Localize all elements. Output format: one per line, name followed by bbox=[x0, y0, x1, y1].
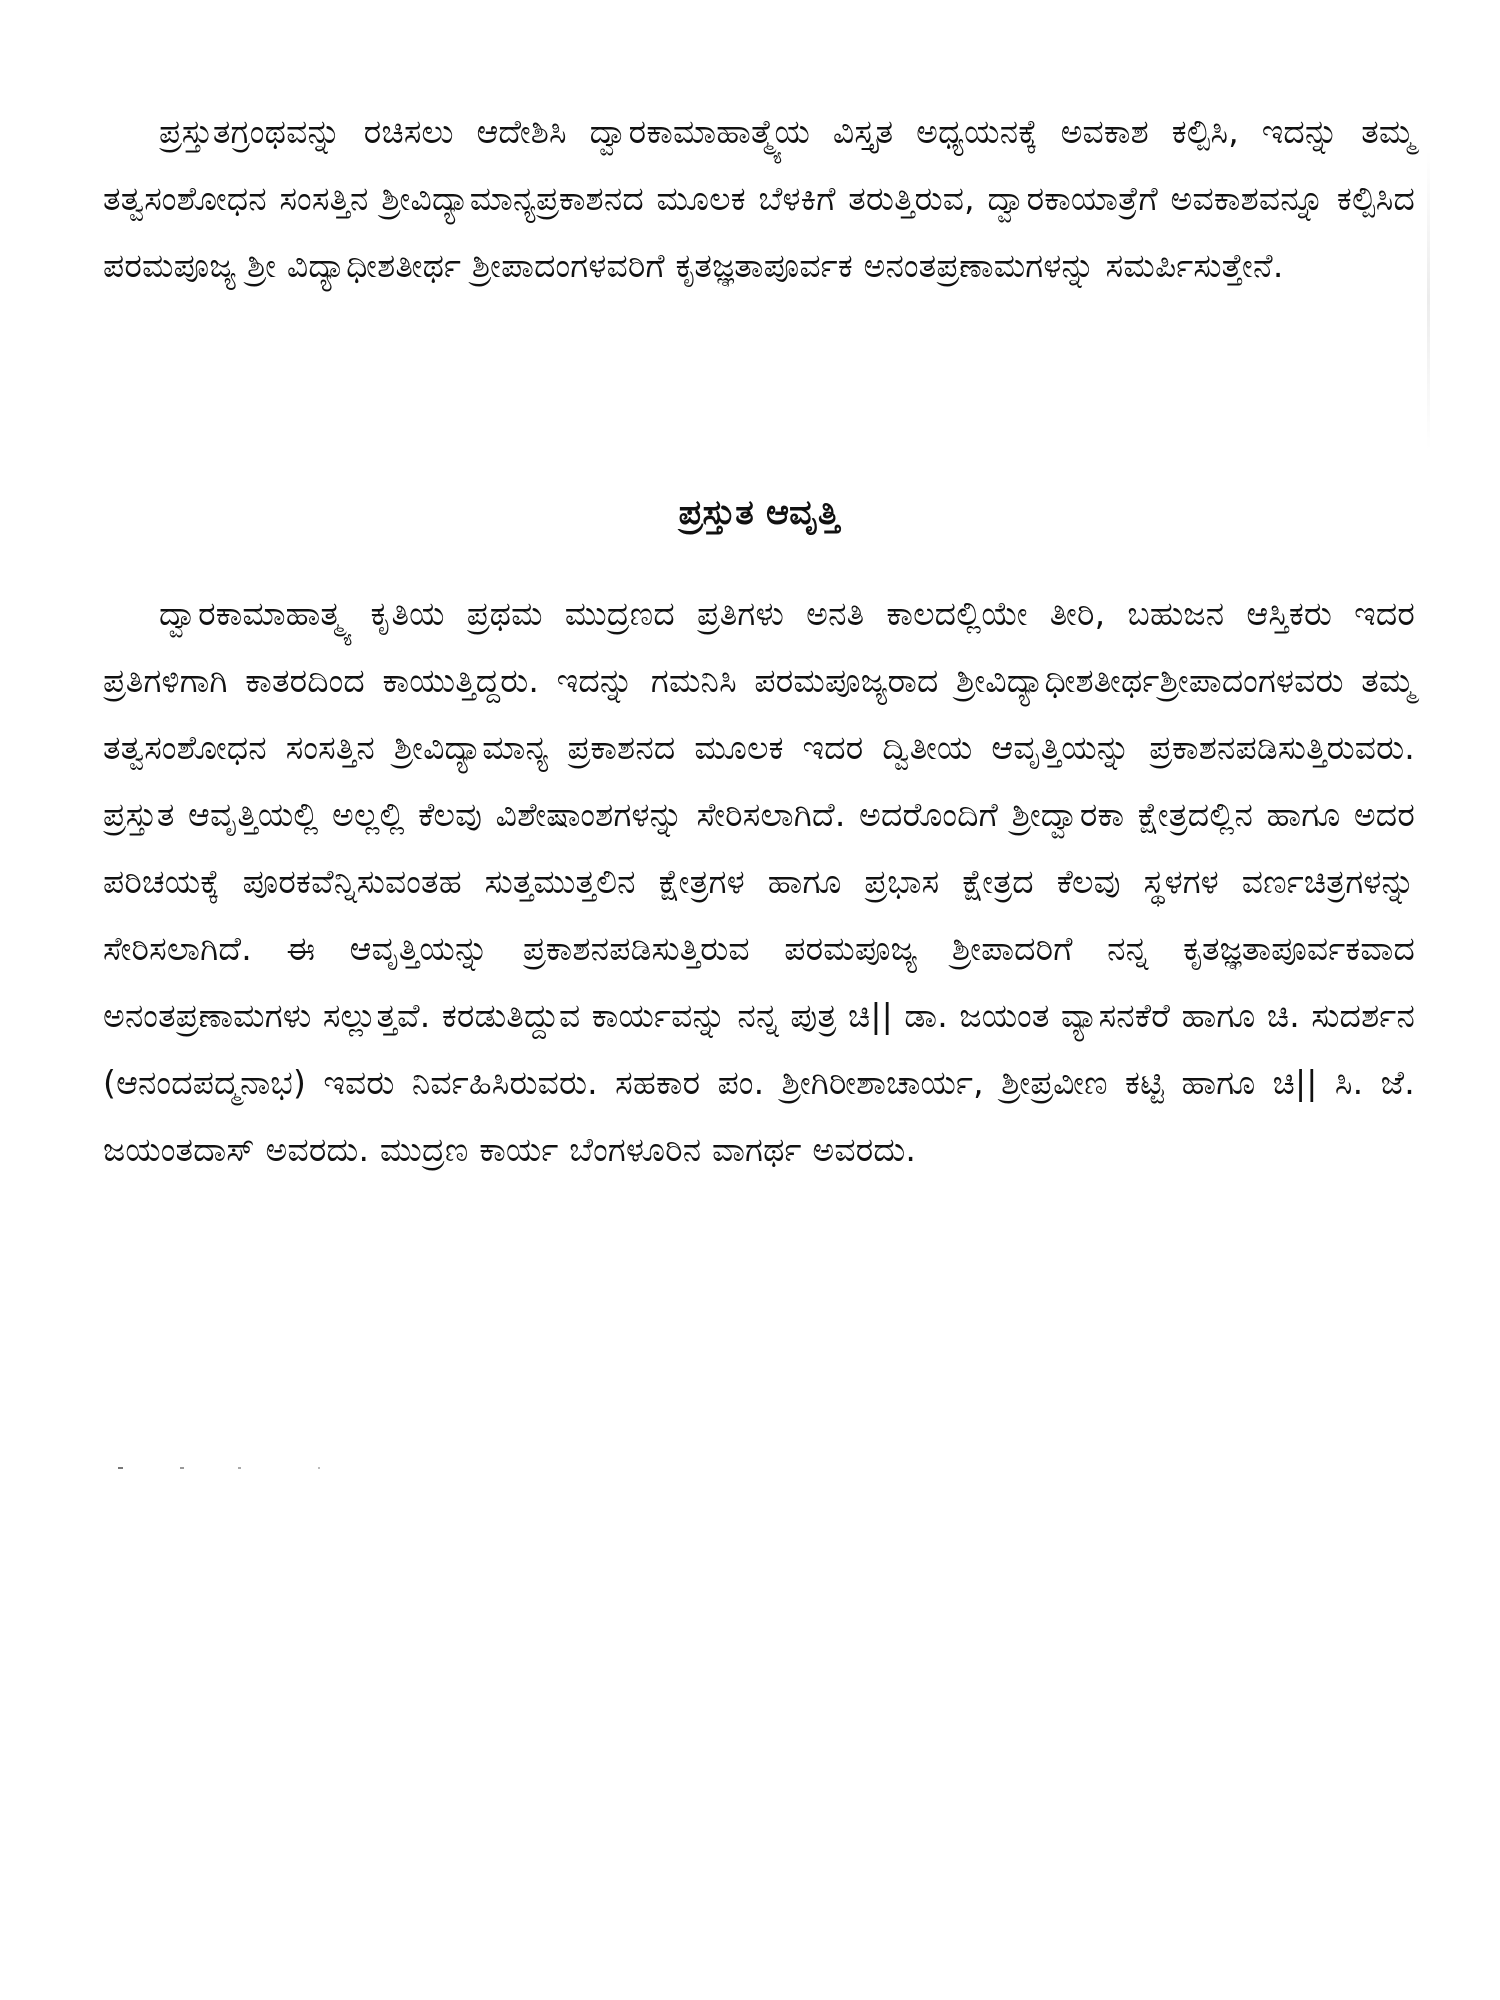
edition-note-paragraph: ದ್ವಾರಕಾಮಾಹಾತ್ಮ್ಯ ಕೃತಿಯ ಪ್ರಥಮ ಮುದ್ರಣದ ಪ್ರತಿಗಳು ಅನತಿ ಕಾಲದಲ್ಲಿಯೇ ತೀರಿ, ಬಹುಜನ ಆಸ್ತಿಕರು ಇದರ ಪ್ರತಿಗಳಿಗಾಗಿ ಕಾತರದಿಂದ ಕಾಯುತ್ತಿದ್ದರು. ಇದನ್ನು ಗಮನಿಸಿ ಪರಮಪೂಜ್ಯರಾದ ಶ್ರೀವಿದ್ಯಾಧೀಶತೀರ್ಥಶ್ರೀಪಾದಂಗಳವರು ತಮ್ಮ ತತ್ವಸಂಶೋಧನ ಸಂಸತ್ತಿನ ಶ್ರೀವಿದ್ಯಾಮಾನ್ಯ ಪ್ರಕಾಶನದ ಮೂಲಕ ಇದರ ದ್ವಿತೀಯ ಆವೃತ್ತಿಯನ್ನು ಪ್ರಕಾಶನಪಡಿಸುತ್ತಿರುವರು. ಪ್ರಸ್ತುತ ಆವೃತ್ತಿಯಲ್ಲಿ ಅಲ್ಲಲ್ಲಿ ಕೆಲವು ವಿಶೇಷಾಂಶಗಳನ್ನು ಸೇರಿಸಲಾಗಿದೆ. ಅದರೊಂದಿಗೆ ಶ್ರೀದ್ವಾರಕಾ ಕ್ಷೇತ್ರದಲ್ಲಿನ ಹಾಗೂ ಅದರ ಪರಿಚಯಕ್ಕೆ ಪೂರಕವೆನ್ನಿಸುವಂತಹ ಸುತ್ತಮುತ್ತಲಿನ ಕ್ಷೇತ್ರಗಳ ಹಾಗೂ ಪ್ರಭಾಸ ಕ್ಷೇತ್ರದ ಕೆಲವು ಸ್ಥಳಗಳ ವರ್ಣಚಿತ್ರಗಳನ್ನು ಸೇರಿಸಲಾಗಿದೆ. ಈ ಆವೃತ್ತಿಯನ್ನು ಪ್ರಕಾಶನಪಡಿಸುತ್ತಿರುವ ಪರಮಪೂಜ್ಯ ಶ್ರೀಪಾದರಿಗೆ ನನ್ನ ಕೃತಜ್ಞತಾಪೂರ್ವಕವಾದ ಅನಂತಪ್ರಣಾಮಗಳು ಸಲ್ಲುತ್ತವೆ. ಕರಡುತಿದ್ದುವ ಕಾರ್ಯವನ್ನು ನನ್ನ ಪುತ್ರ ಚಿ|| ಡಾ. ಜಯಂತ ವ್ಯಾಸನಕೆರೆ ಹಾಗೂ ಚಿ. ಸುದರ್ಶನ (ಆನಂದಪದ್ಮನಾಭ) ಇವರು ನಿರ್ವಹಿಸಿರುವರು. ಸಹಕಾರ ಪಂ. ಶ್ರೀಗಿರೀಶಾಚಾರ್ಯ, ಶ್ರೀಪ್ರವೀಣ ಕಟ್ಟಿ ಹಾಗೂ ಚಿ|| ಸಿ. ಜೆ. ಜಯಂತದಾಸ್ ಅವರದು. ಮುದ್ರಣ ಕಾರ್ಯ ಬೆಂಗಳೂರಿನ ವಾಗರ್ಥ ಅವರದು. bbox=[103, 594, 1415, 1169]
scan-edge-shadow bbox=[1427, 150, 1430, 450]
acknowledgement-paragraph: ಪ್ರಸ್ತುತಗ್ರಂಥವನ್ನು ರಚಿಸಲು ಆದೇಶಿಸಿ ದ್ವಾರಕಾಮಾಹಾತ್ಮ್ಯೆಯ ವಿಸ್ತೃತ ಅಧ್ಯಯನಕ್ಕೆ ಅವಕಾಶ ಕಲ್ಪಿಸಿ, ಇದನ್ನು ತಮ್ಮ ತತ್ವಸಂಶೋಧನ ಸಂಸತ್ತಿನ ಶ್ರೀವಿದ್ಯಾಮಾನ್ಯಪ್ರಕಾಶನದ ಮೂಲಕ ಬೆಳಕಿಗೆ ತರುತ್ತಿರುವ, ದ್ವಾರಕಾಯಾತ್ರೆಗೆ ಅವಕಾಶವನ್ನೂ ಕಲ್ಪಿಸಿದ ಪರಮಪೂಜ್ಯ ಶ್ರೀ ವಿದ್ಯಾಧೀಶತೀರ್ಥ ಶ್ರೀಪಾದಂಗಳವರಿಗೆ ಕೃತಜ್ಞತಾಪೂರ್ವಕ ಅನಂತಪ್ರಣಾಮಗಳನ್ನು ಸಮರ್ಪಿಸುತ್ತೇನೆ. bbox=[103, 112, 1415, 285]
section-heading: ಪ್ರಸ್ತುತ ಆವೃತ್ತಿ bbox=[678, 493, 840, 533]
scan-artifact bbox=[118, 1467, 408, 1469]
